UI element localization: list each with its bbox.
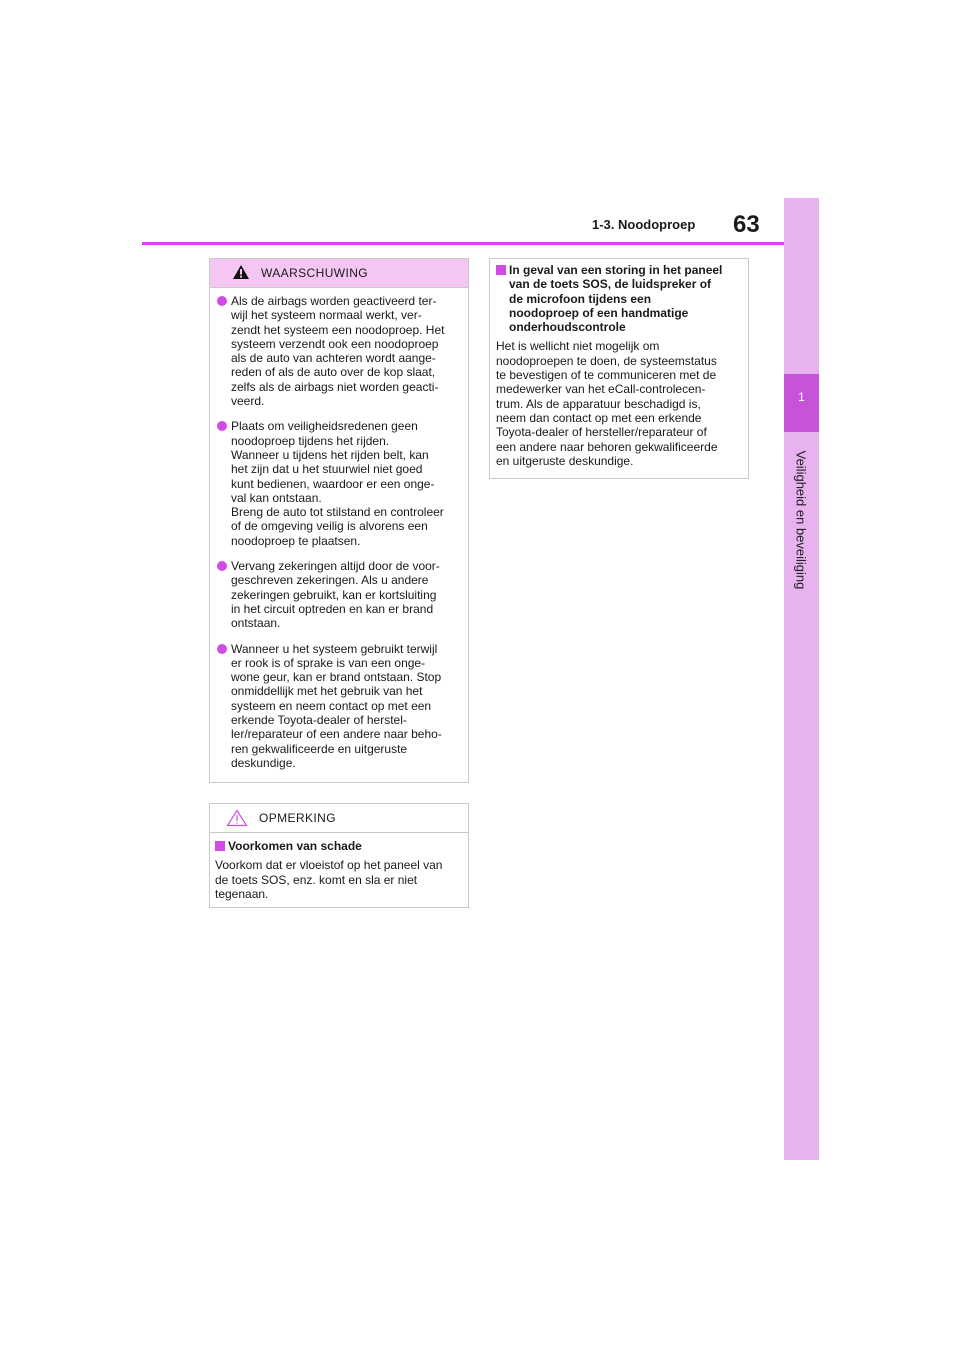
notice-heading: Voorkomen van schade — [215, 839, 462, 853]
notice-title: OPMERKING — [259, 811, 336, 825]
warning-item: Als de airbags worden geactiveerd ter- wijl het systeem normaal werkt, ver- zendt het systeem een noodoproep. Het systeem verzendt ook een noodoproep als de auto van achteren wordt aange- reden of als de auto over de kop slaat, zelfs als de airbags niet worden geacti- veerd. — [217, 294, 462, 408]
chapter-label: Veiligheid en beveiliging — [793, 450, 809, 590]
malfunction-heading: In geval van een storing in het paneel van de toets SOS, de luidspreker of de microfoon tijdens een noodoproep of een handmatige onderhoudscontrole — [496, 263, 742, 334]
square-bullet-icon — [215, 841, 225, 851]
bullet-icon — [217, 296, 227, 306]
bullet-icon — [217, 421, 227, 431]
warning-item: Plaats om veiligheidsredenen geen noodoproep tijdens het rijden. Wanneer u tijdens het rijden belt, kan het zijn dat u het stuurwiel niet goed kunt bedienen, waardoor er een onge- val kan ontstaan. Breng de auto tot stilstand en controleer of de omgeving veilig is alvorens een noodoproep te plaatsen. — [217, 419, 462, 548]
warning-header — [210, 259, 468, 288]
notice-header — [210, 804, 468, 833]
section-title: 1-3. Noodoproep — [592, 217, 696, 232]
malfunction-text: Het is wellicht niet mogelijk om noodoproepen te doen, de systeemstatus te bevestigen of te communiceren met de medewerker van het eCall-controlecen- trum. Als de apparatuur beschadigd is, neem dan contact op met een erkende Toyota-dealer of hersteller/reparateur of een andere naar behoren gekwalificeerde en uitgeruste deskundige. — [496, 339, 718, 468]
malfunction-box — [489, 258, 749, 479]
header-rule — [142, 242, 784, 245]
notice-box — [209, 803, 469, 908]
warning-triangle-icon — [232, 264, 250, 285]
notice-text: Voorkom dat er vloeistof op het paneel van de toets SOS, enz. komt en sla er niet tegenaan. — [215, 858, 443, 901]
chapter-tab-strip — [784, 198, 819, 1160]
warning-title: WAARSCHUWING — [261, 266, 369, 280]
caution-triangle-icon — [226, 809, 248, 832]
page-number: 63 — [733, 211, 760, 238]
bullet-icon — [217, 561, 227, 571]
warning-box — [209, 258, 469, 783]
bullet-icon — [217, 644, 227, 654]
chapter-number: 1 — [798, 390, 805, 404]
warning-item: Vervang zekeringen altijd door de voor- geschreven zekeringen. Als u andere zekeringen gebruikt, kan er kortsluiting in het circuit optreden en kan er brand ontstaan. — [217, 559, 462, 630]
square-bullet-icon — [496, 265, 506, 275]
warning-item: Wanneer u het systeem gebruikt terwijl er rook is of sprake is van een onge- wone geur, kan er brand ontstaan. Stop onmiddellijk met het gebruik van het systeem en neem contact op met een erkende Toyota-dealer of herstel- ler/reparateur of een andere naar beho- ren gekwalificeerde en uitgeruste deskundige. — [217, 642, 462, 771]
